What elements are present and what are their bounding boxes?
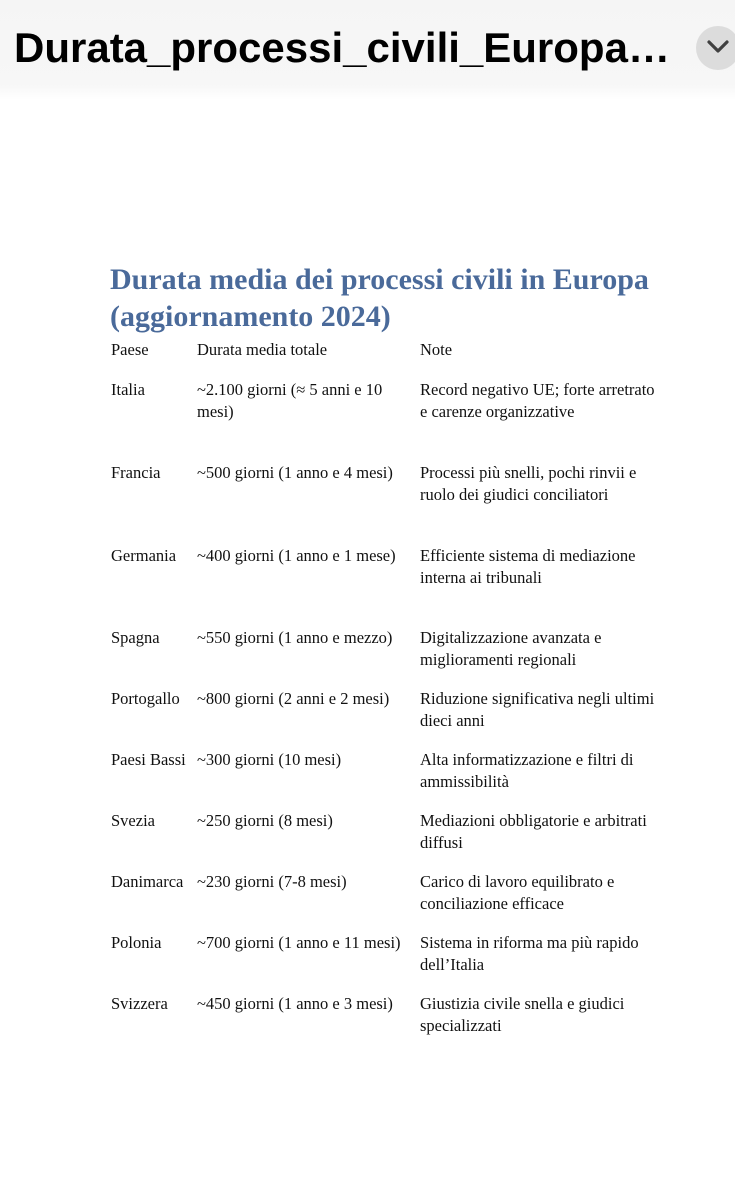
- table-header-row: [111, 339, 671, 379]
- cell-country: Paesi Bassi: [111, 750, 186, 769]
- cell-note: Record negativo UE; forte arretrato e carenze organizzative: [420, 380, 655, 421]
- cell-note: Sistema in riforma ma più rapido dell’Italia: [420, 933, 639, 974]
- cell-country: Polonia: [111, 933, 162, 952]
- cell-country: Francia: [111, 463, 161, 482]
- header-duration: Durata media totale: [197, 340, 328, 359]
- cell-country: Italia: [111, 380, 145, 399]
- table-row: [111, 932, 671, 993]
- table-row: [111, 871, 671, 932]
- cell-note: Mediazioni obbligatorie e arbitrati diffusi: [420, 811, 647, 852]
- file-title: Durata_processi_civili_Europa…: [14, 24, 670, 71]
- cell-note: Digitalizzazione avanzata e miglioramenti regionali: [420, 628, 602, 669]
- table-row: [111, 993, 671, 1054]
- cell-country: Danimarca: [111, 872, 184, 891]
- cell-duration: ~2.100 giorni (≈ 5 anni e 10 mesi): [197, 380, 383, 421]
- table-row: [111, 545, 671, 627]
- cell-duration: ~700 giorni (1 anno e 11 mesi): [197, 933, 401, 952]
- cell-duration: ~800 giorni (2 anni e 2 mesi): [197, 689, 390, 708]
- cell-duration: ~250 giorni (8 mesi): [197, 811, 333, 830]
- cell-duration: ~450 giorni (1 anno e 3 mesi): [197, 994, 393, 1013]
- table-row: [111, 379, 671, 462]
- cell-note: Efficiente sistema di mediazione interna ai tribunali: [420, 546, 636, 587]
- document-title-line-1: Durata media dei processi civili in Europa: [110, 263, 649, 296]
- table-row: [111, 749, 671, 810]
- cell-country: Germania: [111, 546, 177, 565]
- table-row: [111, 462, 671, 545]
- cell-note: Carico di lavoro equilibrato e conciliazione efficace: [420, 872, 615, 913]
- cell-duration: ~400 giorni (1 anno e 1 mese): [197, 546, 396, 565]
- cell-country: Svezia: [111, 811, 155, 830]
- cell-note: Riduzione significativa negli ultimi dieci anni: [420, 689, 655, 730]
- cell-note: Processi più snelli, pochi rinvii e ruolo dei giudici conciliatori: [420, 463, 637, 504]
- cell-country: Portogallo: [111, 689, 180, 708]
- header-note: Note: [420, 340, 453, 359]
- cell-country: Spagna: [111, 628, 160, 647]
- table-row: [111, 810, 671, 871]
- cell-country: Svizzera: [111, 994, 168, 1013]
- cell-note: Alta informatizzazione e filtri di ammissibilità: [420, 750, 634, 791]
- cell-duration: ~500 giorni (1 anno e 4 mesi): [197, 463, 393, 482]
- cell-duration: ~230 giorni (7-8 mesi): [197, 872, 347, 891]
- table-row: [111, 688, 671, 749]
- duration-table: [111, 339, 671, 1054]
- cell-note: Giustizia civile snella e giudici specializzati: [420, 994, 625, 1035]
- table-row: [111, 627, 671, 688]
- header-country: Paese: [111, 340, 149, 359]
- document-title: [110, 261, 710, 335]
- cell-duration: ~550 giorni (1 anno e mezzo): [197, 628, 393, 647]
- document-title-line-2: (aggiornamento 2024): [110, 300, 391, 333]
- cell-duration: ~300 giorni (10 mesi): [197, 750, 342, 769]
